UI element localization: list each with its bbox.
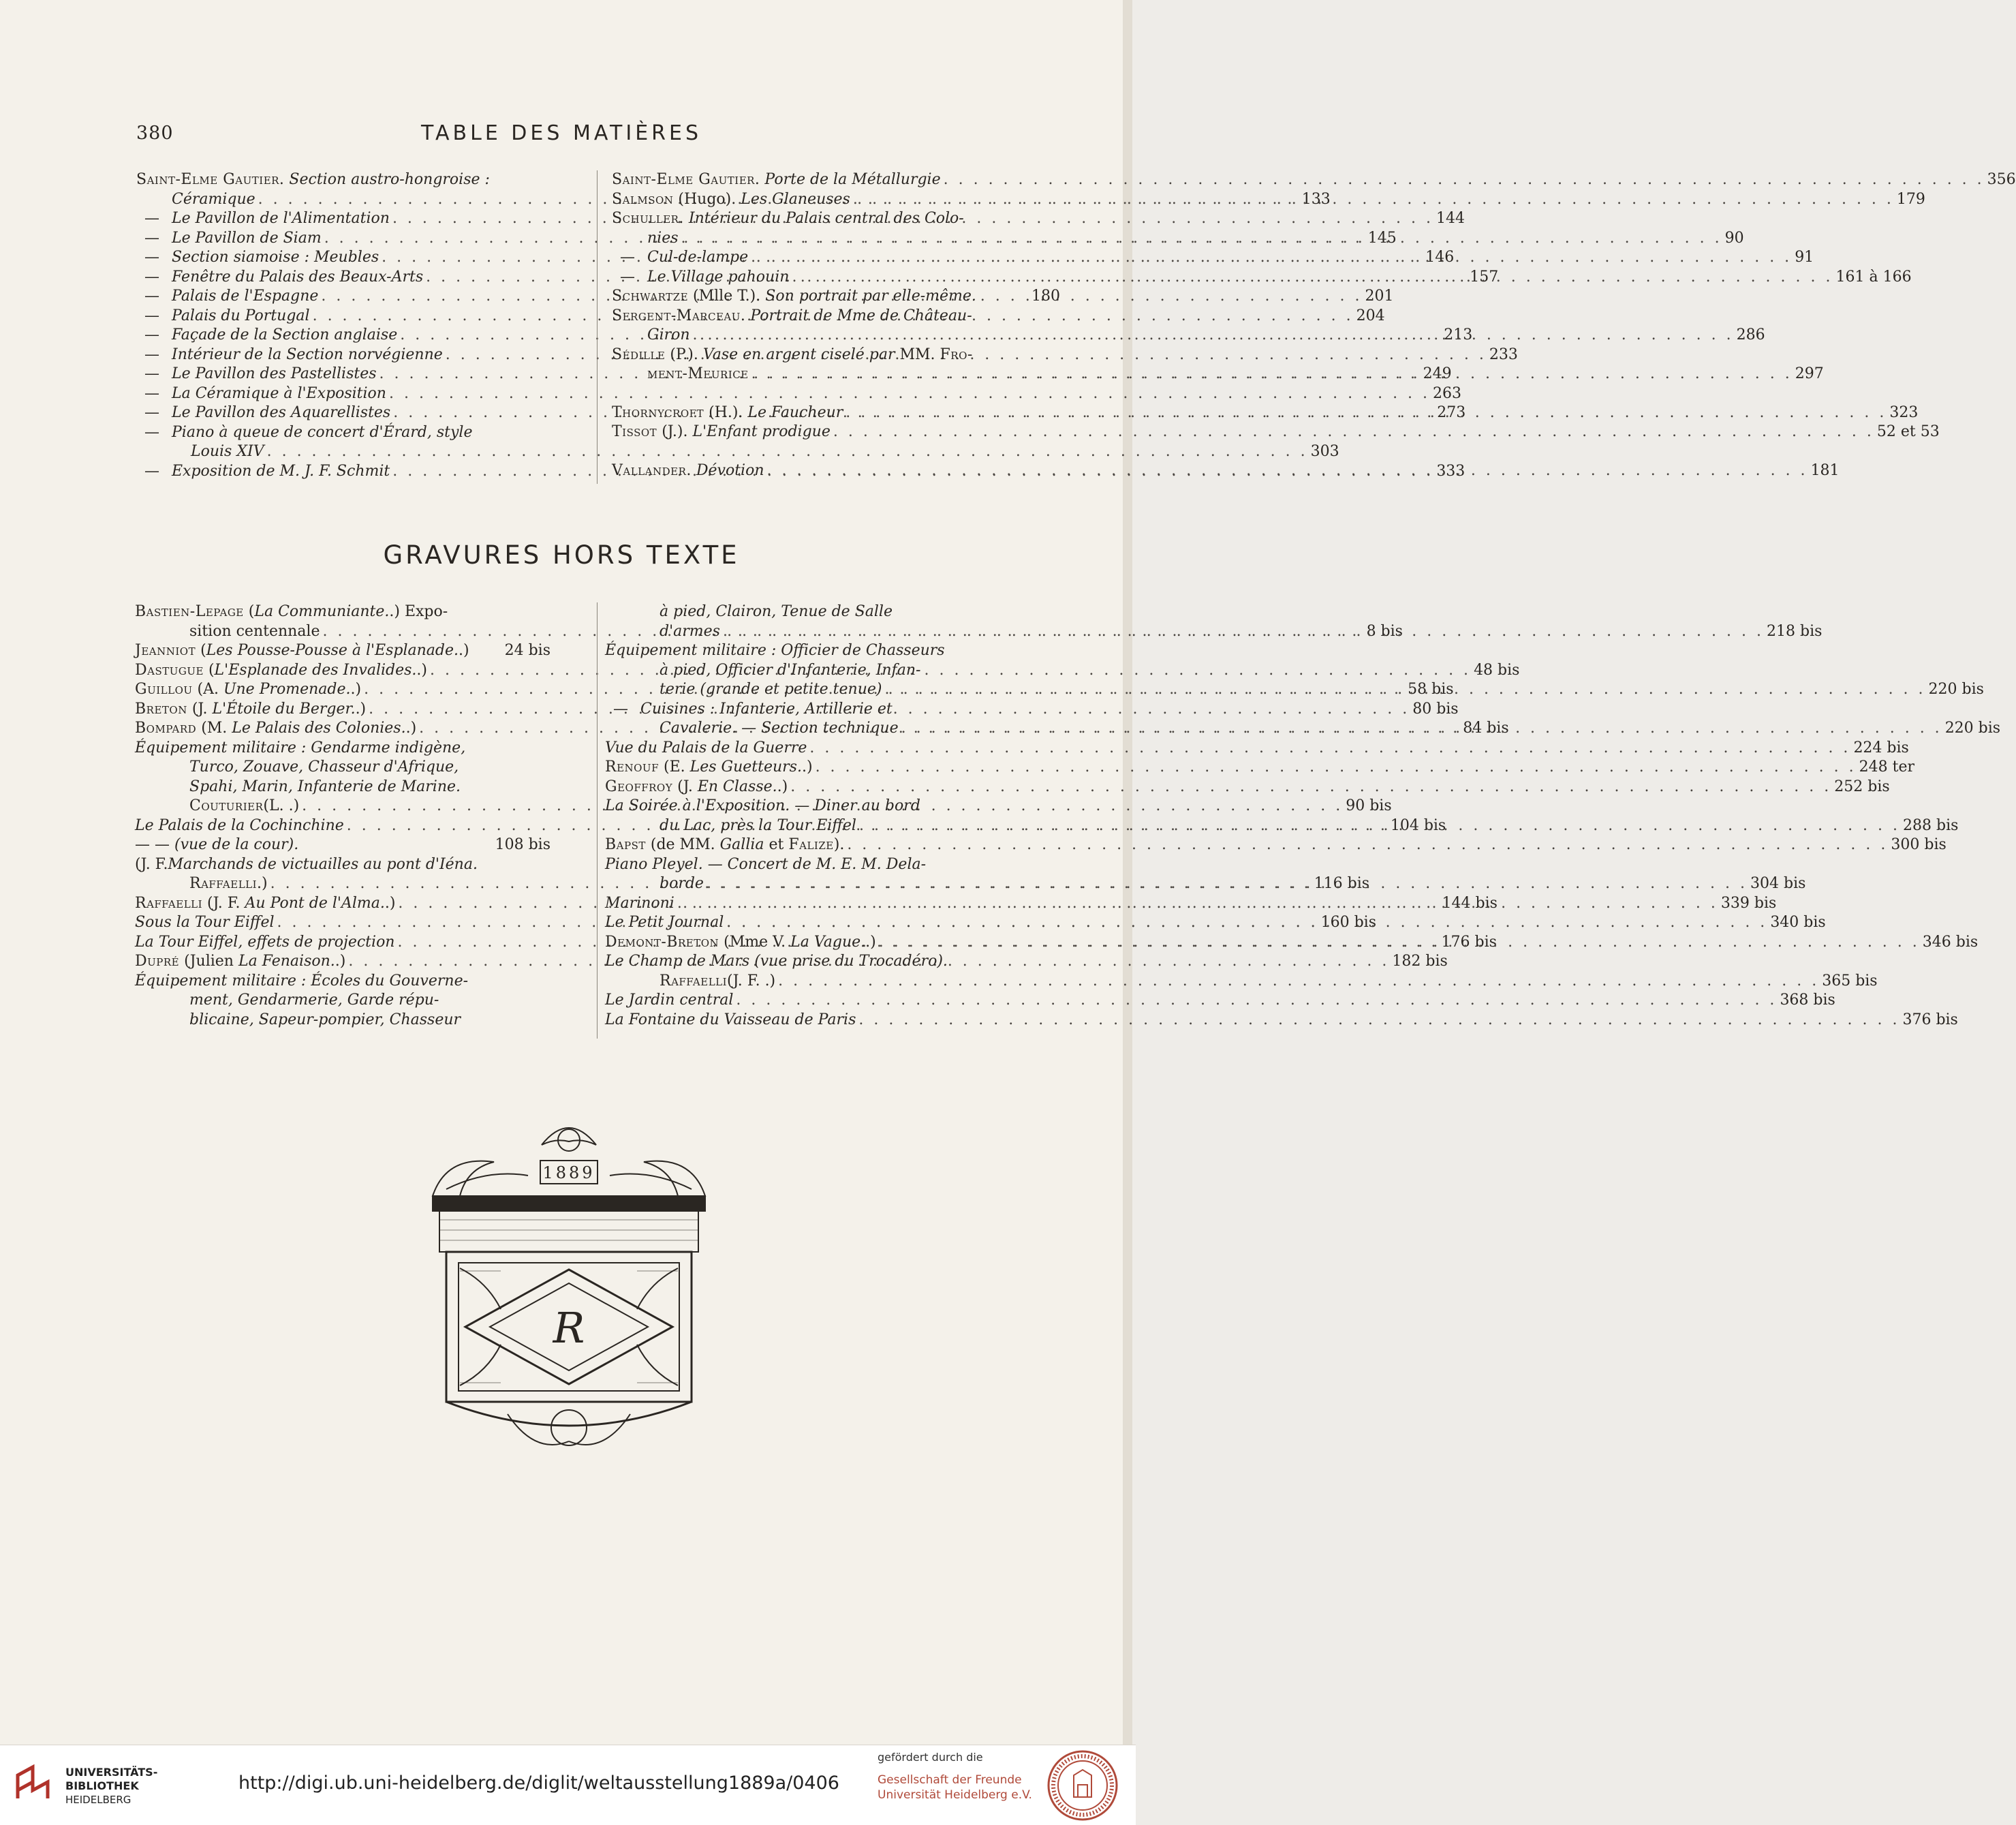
page-reference: 288 bis (1903, 816, 1959, 834)
page-reference: 133 (1301, 190, 1331, 208)
toc-line (612, 423, 1940, 442)
hatching (439, 1220, 698, 1383)
entry-title: Le Petit Journal (605, 914, 724, 931)
gravure-line (605, 1011, 1958, 1030)
page-reference: 84 bis (1463, 720, 1509, 737)
entry-title: Dastugue (L'Esplanade des Invalides..) (135, 661, 427, 679)
dot-leader (879, 933, 1920, 953)
ditto-dash: — (144, 423, 159, 441)
vignette-year: 1889 (542, 1163, 595, 1182)
dot-leader (816, 758, 1857, 778)
ub-heidelberg-logo-icon[interactable] (12, 1763, 53, 1805)
entry-title: Raffaelli (J. F. Au Pont de l'Alma..) (135, 894, 396, 912)
page-reference: 80 bis (1412, 700, 1459, 718)
entry-title: Façade de la Section anglaise (172, 326, 398, 343)
gravure-entry (135, 972, 550, 1030)
ditto-dash: — (144, 307, 159, 324)
university-seal-icon (1046, 1749, 1119, 1822)
toc-line (136, 442, 1339, 462)
page-reference: 145 (1367, 229, 1397, 247)
gravure-line (135, 835, 550, 855)
entry-title: Le Pavillon des Pastellistes (172, 365, 377, 382)
gravure-line (605, 641, 1055, 661)
toc-line (136, 170, 553, 190)
page-reference: 179 (1896, 190, 1925, 208)
lower-foliage (508, 1414, 630, 1445)
toc-line (612, 287, 1060, 307)
ditto-dash: — (620, 249, 635, 266)
dot-leader (901, 719, 1942, 739)
page-reference: 220 bis (1944, 720, 2001, 737)
page-reference: 161 à 166 (1835, 268, 1912, 286)
entry-title: Équipement militaire : Gendarme indigène, (135, 739, 466, 756)
entry-title: Céramique (172, 190, 255, 208)
gravure-line (605, 602, 1055, 622)
entry-title: Palais du Portugal (172, 307, 310, 324)
page-reference: 303 (1310, 443, 1339, 460)
toc-line (612, 307, 1060, 326)
gravure-line (605, 797, 1055, 816)
permalink-url[interactable]: http://digi.ub.uni-heidelberg.de/diglit/weltausstellung1889a/0406 (238, 1773, 839, 1794)
page-reference: 213 (1444, 326, 1473, 343)
entry-title: Raffaelli.) (189, 875, 268, 892)
dot-leader (723, 622, 1764, 642)
page-reference: 252 bis (1834, 778, 1890, 795)
entry-title: ment-Meurice (647, 365, 749, 382)
toc-line (612, 170, 2016, 190)
column-rule (597, 602, 598, 1039)
page-reference: 365 bis (1822, 972, 1878, 990)
entry-title: Salmson (Hugo). Les Glaneuses (612, 190, 850, 208)
page-reference: 58 bis (1408, 681, 1454, 698)
page-reference: 182 bis (1392, 953, 1448, 970)
page-reference: 346 bis (1922, 933, 1979, 951)
toc-entry (136, 384, 1462, 404)
ditto-dash: — (144, 210, 159, 227)
cornice (433, 1196, 705, 1211)
page-reference: 356 (1987, 171, 2016, 188)
ditto-dash: — (144, 288, 159, 305)
toc-entry (612, 287, 1060, 307)
gravure-entry (135, 835, 550, 855)
dot-leader (884, 680, 1925, 700)
page-reference: 263 (1433, 384, 1462, 402)
page-reference: 368 bis (1780, 992, 1835, 1009)
page-reference: 90 bis (1346, 797, 1392, 814)
page-reference: 144 bis (1442, 894, 1498, 912)
dot-leader (681, 229, 1722, 249)
gravure-line (135, 1011, 550, 1030)
ditto-dash: — (144, 346, 159, 363)
page-reference: 48 bis (1474, 661, 1520, 679)
dot-leader (792, 268, 1833, 288)
entry-title: La Tour Eiffel, effets de projection (135, 933, 395, 951)
ditto-dash: — (613, 700, 628, 718)
entry-title: Turco, Zouave, Chasseur d'Afrique, (189, 758, 459, 776)
entry-title: Cuisines : Infanterie, Artillerie et (640, 700, 893, 718)
page-reference: 157 (1470, 268, 1499, 286)
page-reference: 286 (1736, 326, 1765, 343)
entry-title: Fenêtre du Palais des Beaux-Arts (172, 268, 424, 286)
entry-title: Intérieur de la Section norvégienne (172, 346, 443, 363)
section-title: GRAVURES HORS TEXTE (383, 540, 740, 570)
toc-line (612, 346, 1060, 365)
entry-title: terie (grande et petite tenue) (660, 681, 882, 698)
entry-title: Jeanniot (Les Pousse-Pousse à l'Esplanade..) (135, 642, 469, 659)
entry-title: Couturier(L. .) (189, 797, 300, 814)
dot-leader (853, 190, 1894, 210)
entry-title: Équipement militaire : Officier de Chasseurs (605, 642, 945, 659)
entry-title: Sous la Tour Eiffel (135, 914, 275, 931)
ditto-dash: — (144, 229, 159, 247)
gravure-entry (605, 758, 1914, 778)
entry-title: Piano Pleyel. — Concert de M. E. M. Dela- (605, 855, 927, 873)
entry-title: La Soirée à l'Exposition. — Diner au bord (605, 797, 920, 814)
crown-ornament (542, 1128, 596, 1145)
ditto-dash: — (144, 404, 159, 421)
viewer-footer (0, 1745, 1136, 1825)
page-reference: 180 (1032, 288, 1060, 305)
dot-leader (790, 778, 1831, 797)
page-reference: 220 bis (1928, 681, 1984, 698)
gravure-entry (605, 602, 1823, 641)
entry-title: Le Champ de Mars (vue prise du Trocadéro). (605, 953, 948, 970)
entry-title: nies (647, 229, 679, 247)
page-reference: 146 (1425, 249, 1455, 266)
dot-leader (833, 423, 1874, 442)
entry-title: borde (660, 875, 704, 892)
entry-title: Le Village pahouin (647, 268, 790, 286)
entry-title: Spahi, Marin, Infanterie de Marine. (189, 778, 461, 795)
entry-title: Renouf (E. Les Guetteurs..) (605, 758, 813, 776)
gravure-line (135, 778, 550, 797)
entry-title: Demont-Breton (Mme V. La Vague..) (605, 933, 876, 951)
page-reference: 116 bis (1314, 875, 1370, 892)
entry-title: Cavalerie. — Section technique (660, 720, 899, 737)
library-name: UNIVERSITÄTS- BIBLIOTHEK HEIDELBERG (65, 1766, 158, 1806)
entry-title: Schwartze (Mlle T.). Son portrait par elle-même. (612, 288, 976, 305)
dot-leader (944, 170, 1985, 190)
entry-title: La Céramique à l'Exposition (172, 384, 386, 402)
frieze (439, 1211, 698, 1252)
entry-title: Thornycroft (H.). Le Faucheur (612, 403, 843, 421)
vignette-monogram: R (553, 1303, 585, 1353)
gravure-entry (605, 835, 1947, 855)
lower-border (446, 1402, 692, 1426)
gravure-line (135, 972, 550, 992)
page-reference: 160 bis (1320, 914, 1377, 931)
entry-title: Le Pavillon de Siam (172, 229, 322, 247)
page-reference: 339 bis (1720, 894, 1777, 912)
dot-leader (693, 326, 1734, 346)
gravure-line (135, 758, 550, 778)
entry-title: Dupré (Julien La Fenaison..) (135, 953, 346, 970)
gravure-entry (605, 778, 1890, 797)
page-reference: 300 bis (1891, 836, 1947, 853)
page-reference: 104 bis (1390, 816, 1446, 834)
page-reference: 323 (1889, 403, 1919, 421)
toc-line (612, 209, 1060, 229)
page-reference: 108 bis (495, 836, 550, 853)
toc-line (136, 384, 1462, 404)
entry-title: sition centennale (189, 622, 320, 640)
entry-title: Guillou (A. Une Promenade..) (135, 681, 362, 698)
page-number: 380 (136, 123, 174, 144)
entry-title: Le Jardin central (605, 992, 734, 1009)
toc-line (136, 423, 553, 443)
gravure-line (135, 739, 550, 758)
gravure-line (135, 855, 550, 875)
dot-leader (751, 365, 1793, 384)
entry-title: Breton (J. L'Étoile du Berger..) (135, 700, 367, 718)
ditto-dash: — (144, 326, 159, 343)
page-reference: 333 (1436, 462, 1466, 480)
dot-leader (677, 894, 1718, 914)
entry-title: Louis XIV (191, 443, 264, 460)
entry-title: à pied, Officier d'Infanterie, Infan- (660, 661, 921, 679)
gravure-line (605, 952, 1055, 972)
entry-title: Geoffroy (J. En Classe..) (605, 778, 788, 795)
gravure-line (605, 661, 1055, 681)
entry-title: d'armes (660, 622, 720, 640)
page-reference: 181 (1810, 461, 1840, 479)
page-reference: 249 (1423, 365, 1452, 382)
page-reference: 233 (1489, 346, 1518, 363)
gravure-entry (605, 1011, 1958, 1030)
dot-leader (858, 1011, 1899, 1030)
entry-title: du Lac, près la Tour Eiffel (660, 816, 856, 834)
page-reference: 297 (1795, 365, 1824, 382)
column-rule (597, 170, 598, 484)
entry-title: Le Palais de la Cochinchine (135, 816, 344, 834)
page-reference: 248 ter (1859, 758, 1914, 776)
gravure-line (605, 622, 1823, 642)
page-reference: 24 bis (504, 642, 550, 659)
entry-title: La Fontaine du Vaisseau de Paris (605, 1011, 856, 1028)
entry-title: Bastien-Lepage (La Communiante..) Expo- (135, 603, 448, 620)
ditto-dash: — (144, 384, 159, 402)
spacer (612, 442, 1060, 461)
running-title: TABLE DES MATIÈRES (421, 121, 702, 145)
toc-entry (612, 170, 2016, 190)
dot-leader (809, 739, 1850, 758)
page-reference: 90 (1724, 229, 1744, 247)
entry-title: — — (vue de la cour). (135, 836, 299, 853)
cartouche-vignette (419, 1107, 719, 1469)
dot-leader (707, 874, 1748, 894)
page-reference: 218 bis (1767, 622, 1823, 640)
page-reference: 273 (1437, 404, 1466, 421)
page-reference: 8 bis (1366, 622, 1403, 640)
entry-title: Cul-de-lampe (647, 249, 749, 266)
gravure-line (605, 835, 1947, 855)
dot-leader (846, 403, 1887, 423)
ditto-dash: — (620, 268, 635, 286)
entry-title: ment, Gendarmerie, Garde répu- (189, 992, 439, 1009)
dot-leader (859, 816, 1900, 836)
page-reference: 376 bis (1902, 1011, 1958, 1028)
entry-title: Bapst (de MM. Gallia et Falize). (605, 836, 845, 853)
entry-title: Palais de l'Espagne (172, 288, 319, 305)
entry-title: Marinoni (605, 894, 674, 912)
society-name[interactable]: Gesellschaft der Freunde Universität Heidelberg e.V. (878, 1773, 1032, 1802)
dot-leader (751, 248, 1792, 268)
spacer (612, 384, 1060, 403)
gravure-entry (605, 739, 1909, 758)
entry-title: Le Pavillon des Aquarellistes (172, 404, 391, 421)
entry-title: (J. F.Marchands de victuailles au pont d'Iéna. (135, 855, 478, 873)
entry-title: Tissot (J.). L'Enfant prodigue (612, 423, 831, 440)
gravure-line (605, 778, 1890, 797)
entry-title: Raffaelli(J. F. .) (660, 972, 776, 990)
entry-title: à pied, Clairon, Tenue de Salle (660, 603, 893, 620)
page-reference: 52 et 53 (1876, 423, 1940, 440)
dot-leader (736, 991, 1777, 1011)
gravure-line (135, 602, 550, 622)
entry-title: Le Pavillon de l'Alimentation (172, 210, 390, 227)
entry-title: Schuller. Intérieur du Palais central des Colo- (612, 210, 964, 227)
entry-title: Équipement militaire : Écoles du Gouverne- (135, 972, 469, 990)
page-reference: 176 bis (1441, 933, 1497, 951)
ditto-dash: — (144, 365, 159, 382)
page-reference: 91 (1795, 249, 1814, 266)
entry-title: Exposition de M. J. F. Schmit (172, 462, 390, 480)
entry-title: Saint-Elme Gautier. Section austro-hongroise : (136, 171, 490, 188)
entry-title: Section siamoise : Meubles (172, 249, 379, 266)
ditto-dash: — (144, 462, 159, 480)
entry-title: blicaine, Sapeur-pompier, Chasseur (189, 1011, 461, 1028)
gravure-line (605, 739, 1909, 758)
page-reference: 224 bis (1853, 739, 1909, 756)
toc-entry (612, 423, 1940, 442)
entry-title: Bompard (M. Le Palais des Colonies..) (135, 720, 417, 737)
gravure-line (135, 641, 550, 661)
dot-leader (726, 913, 1767, 933)
entry-title: Sédille (P.). Vase en argent ciselé par MM. Fro- (612, 346, 973, 363)
gravure-line (605, 991, 1835, 1011)
gravure-entry (135, 641, 550, 661)
entry-title: Giron (647, 326, 690, 343)
entry-title: Saint-Elme Gautier. Porte de la Métallurgie (612, 171, 941, 188)
page-reference: 144 (1436, 210, 1465, 227)
entry-title: Piano à queue de concert d'Érard, style (172, 423, 473, 441)
dot-leader (778, 972, 1819, 992)
page-reference: 201 (1365, 288, 1394, 305)
page-reference: 340 bis (1770, 914, 1826, 931)
ditto-dash: — (144, 268, 159, 286)
dot-leader (847, 835, 1888, 855)
entry-title: Vallander. Dévotion (612, 461, 764, 479)
gravure-line (605, 855, 1055, 875)
entry-title: Vue du Palais de la Guerre (605, 739, 807, 756)
ditto-dash: — (144, 249, 159, 266)
gravure-line (605, 972, 1878, 992)
gravure-entry (605, 991, 1835, 1011)
gravure-line (605, 700, 1055, 720)
dot-leader (767, 461, 1808, 481)
mascaron (551, 1410, 587, 1445)
gravure-line (605, 758, 1914, 778)
entry-title: Sergent-Marceau. Portrait de Mme de Château- (612, 307, 972, 324)
page-reference: 204 (1356, 307, 1385, 324)
funded-by-label: gefördert durch die (878, 1751, 983, 1764)
gravure-line (135, 991, 550, 1011)
page-reference: 304 bis (1750, 875, 1806, 892)
